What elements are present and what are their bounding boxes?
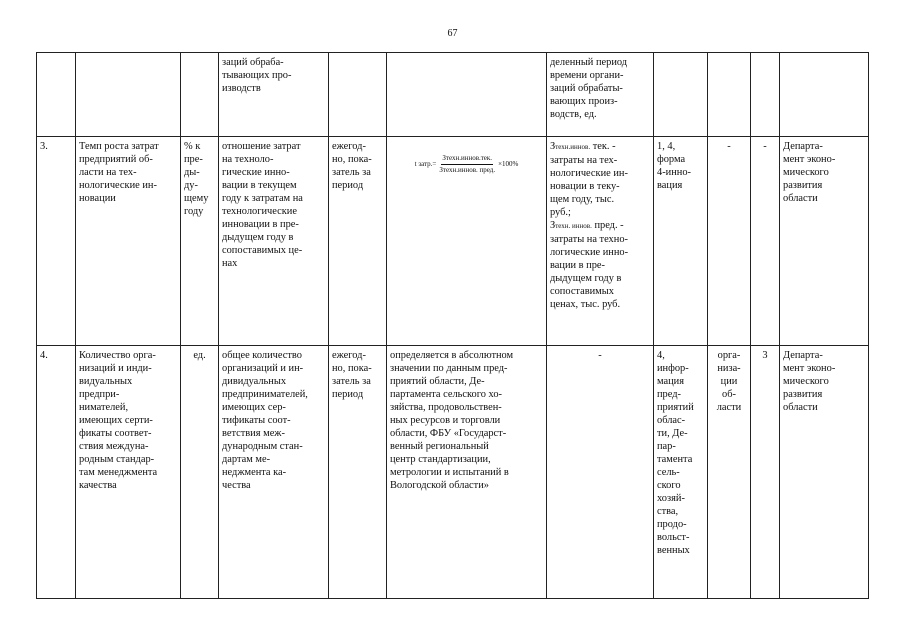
text-line: облас- bbox=[657, 415, 686, 426]
text-line: видуальных bbox=[79, 376, 133, 387]
text-line: вации в пре- bbox=[550, 260, 605, 271]
cell-definition bbox=[219, 53, 329, 137]
text-line: там менеджмента bbox=[79, 467, 158, 478]
text-line: ласти bbox=[716, 402, 742, 413]
text-line: ды- bbox=[184, 167, 200, 178]
text-line: нологические ин- bbox=[550, 168, 628, 179]
text-line: логические инно- bbox=[550, 247, 629, 258]
text-line: области bbox=[783, 402, 818, 413]
text-line: период bbox=[332, 389, 364, 400]
text-line: развития bbox=[783, 180, 823, 191]
text-line: сопоставимых bbox=[550, 286, 614, 297]
text-line: предпри- bbox=[79, 389, 120, 400]
text-line: деленный период bbox=[550, 57, 628, 68]
variable-definition-current bbox=[550, 140, 650, 154]
text-line: вольст- bbox=[657, 532, 690, 543]
text-line: венный региональный bbox=[390, 441, 489, 452]
cell-name bbox=[76, 53, 181, 137]
cell-source bbox=[654, 346, 708, 599]
text-line: развития bbox=[783, 389, 823, 400]
text-line: низаций и инди- bbox=[79, 363, 152, 374]
text-line: отношение затрат bbox=[222, 141, 301, 152]
table-row-continuation bbox=[37, 53, 869, 137]
text-line: венных bbox=[657, 545, 690, 556]
text-line: дыдущем году в bbox=[550, 273, 622, 284]
text-line: инновации в пре- bbox=[222, 219, 299, 230]
text-line: чества bbox=[222, 480, 251, 491]
text-line: Темп роста затрат bbox=[79, 141, 159, 152]
text-line: 1, 4, bbox=[657, 141, 676, 152]
formula-denominator: Зтехн.иннов. пред. bbox=[439, 166, 496, 174]
variable-suffix: пред. - bbox=[591, 220, 624, 231]
cell-col9 bbox=[751, 53, 780, 137]
text-line: изводств bbox=[222, 83, 261, 94]
cell-name bbox=[76, 137, 181, 346]
text-line: предпринимателей, bbox=[222, 389, 308, 400]
text-line: новации в теку- bbox=[550, 181, 620, 192]
text-line: имеющих сер- bbox=[222, 402, 286, 413]
variable-suffix: тек. - bbox=[590, 141, 616, 152]
cell-formula bbox=[387, 346, 547, 599]
text-line: но, пока- bbox=[332, 363, 372, 374]
text-line: период bbox=[332, 180, 364, 191]
cell-col8 bbox=[708, 53, 751, 137]
text-line: мент эконо- bbox=[783, 154, 836, 165]
text-line: фикаты соответ- bbox=[79, 428, 152, 439]
variable-symbol: З bbox=[550, 141, 556, 152]
text-line: тамента bbox=[657, 454, 693, 465]
text-line: нимателей, bbox=[79, 402, 129, 413]
text-line: затель за bbox=[332, 376, 371, 387]
indicators-table bbox=[36, 52, 869, 599]
text-line: вация bbox=[657, 180, 683, 191]
text-line: родным стандар- bbox=[79, 454, 155, 465]
text-line: ции bbox=[720, 376, 738, 387]
cell-responsible bbox=[780, 137, 869, 346]
text-line: приятий области, Де- bbox=[390, 376, 485, 387]
page-number: 67 bbox=[447, 28, 458, 39]
text-line: дивидуальных bbox=[222, 376, 287, 387]
text-line: сель- bbox=[657, 467, 680, 478]
text-line: новации bbox=[79, 193, 116, 204]
text-line: общее количество bbox=[222, 350, 302, 361]
text-line: ствия междуна- bbox=[79, 441, 149, 452]
cell-formula bbox=[387, 53, 547, 137]
text-line: Департа- bbox=[783, 350, 823, 361]
text-line: году к затратам на bbox=[222, 193, 303, 204]
table-row-4 bbox=[37, 346, 869, 599]
cell-num bbox=[37, 53, 76, 137]
cell-col8: - bbox=[708, 137, 751, 346]
cell-responsible bbox=[780, 346, 869, 599]
text-line: заций обрабаты- bbox=[550, 83, 623, 94]
text-line: нологические ин- bbox=[79, 180, 157, 191]
text-line: метрологии и испытаний в bbox=[390, 467, 509, 478]
text-line: ласти на тех- bbox=[79, 167, 137, 178]
text-line: Вологодской области» bbox=[390, 480, 489, 491]
text-line: на техноло- bbox=[222, 154, 274, 165]
text-line: ветствия меж- bbox=[222, 428, 285, 439]
text-line: ежегод- bbox=[332, 141, 366, 152]
text-line: мация bbox=[657, 376, 685, 387]
cell-num: 3. bbox=[37, 137, 76, 346]
text-line: затель за bbox=[332, 167, 371, 178]
cell-col8 bbox=[708, 346, 751, 599]
text-line: партамента сельского хо- bbox=[390, 389, 502, 400]
cell-unit: ед. bbox=[181, 346, 219, 599]
text-line: щем году, тыс. bbox=[550, 194, 615, 205]
text-line: мент эконо- bbox=[783, 363, 836, 374]
text-line: сопоставимых це- bbox=[222, 245, 303, 256]
cell-source bbox=[654, 137, 708, 346]
text-line: щему bbox=[184, 193, 209, 204]
text-line: затраты на тех- bbox=[550, 155, 618, 166]
text-line: руб.; bbox=[550, 207, 571, 218]
cell-definition bbox=[219, 137, 329, 346]
text-line: году bbox=[184, 206, 204, 217]
text-line: мического bbox=[783, 167, 829, 178]
cell-periodicity bbox=[329, 53, 387, 137]
variable-definition-previous bbox=[550, 219, 650, 233]
text-line: ства, bbox=[657, 506, 679, 517]
text-line: предприятий об- bbox=[79, 154, 153, 165]
text-line: форма bbox=[657, 154, 686, 165]
text-line: заций обраба- bbox=[222, 57, 284, 68]
text-line: нах bbox=[222, 258, 238, 269]
formula-numerator: Зтехн.иннов.тек. bbox=[441, 154, 493, 165]
text-line: ти, Де- bbox=[657, 428, 688, 439]
text-line: Департа- bbox=[783, 141, 823, 152]
cell-unit bbox=[181, 53, 219, 137]
cell-source bbox=[654, 53, 708, 137]
variable-symbol: З bbox=[550, 220, 556, 231]
variable-subscript: техн. иннов. bbox=[555, 222, 592, 230]
cell-variables bbox=[547, 53, 654, 137]
cell-variables bbox=[547, 137, 654, 346]
text-line: дыдущем году в bbox=[222, 232, 294, 243]
text-line: центр стандартизации, bbox=[390, 454, 491, 465]
text-line: но, пока- bbox=[332, 154, 372, 165]
text-line: неджмента ка- bbox=[222, 467, 287, 478]
text-line: ского bbox=[657, 480, 681, 491]
text-line: вации в текущем bbox=[222, 180, 297, 191]
cell-definition bbox=[219, 346, 329, 599]
cell-periodicity bbox=[329, 137, 387, 346]
cell-unit bbox=[181, 137, 219, 346]
cell-responsible bbox=[780, 53, 869, 137]
text-line: Количество орга- bbox=[79, 350, 156, 361]
formula-fraction bbox=[438, 154, 496, 175]
text-line: пре- bbox=[184, 154, 203, 165]
text-line: дународным стан- bbox=[222, 441, 303, 452]
cell-periodicity bbox=[329, 346, 387, 599]
formula-multiplier: ×100% bbox=[498, 160, 519, 168]
text-line: имеющих серти- bbox=[79, 415, 153, 426]
text-line: орга- bbox=[717, 350, 741, 361]
text-line: ду- bbox=[184, 180, 198, 191]
text-line: зяйства, продовольствен- bbox=[390, 402, 502, 413]
cell-formula bbox=[387, 137, 547, 346]
text-line: низа- bbox=[717, 363, 741, 374]
text-line: 4, bbox=[657, 350, 665, 361]
formula-lhs: t затр.= bbox=[414, 160, 437, 168]
text-line: об- bbox=[722, 389, 736, 400]
text-line: дартам ме- bbox=[222, 454, 271, 465]
text-line: ежегод- bbox=[332, 350, 366, 361]
text-line: % к bbox=[184, 141, 201, 152]
text-line: технологические bbox=[222, 206, 297, 217]
text-line: определяется в абсолютном bbox=[390, 350, 514, 361]
text-line: ценах, тыс. руб. bbox=[550, 299, 621, 310]
cell-col9: 3 bbox=[751, 346, 780, 599]
text-line: мического bbox=[783, 376, 829, 387]
text-line: качества bbox=[79, 480, 117, 491]
growth-rate-formula bbox=[390, 154, 543, 175]
text-line: тификаты соот- bbox=[222, 415, 291, 426]
text-line: 4-инно- bbox=[657, 167, 691, 178]
cell-name bbox=[76, 346, 181, 599]
text-line: вающих произ- bbox=[550, 96, 618, 107]
text-line: затраты на техно- bbox=[550, 234, 628, 245]
text-line: гические инно- bbox=[222, 167, 290, 178]
text-line: значении по данным пред- bbox=[390, 363, 508, 374]
table-row-3 bbox=[37, 137, 869, 346]
text-line: области, ФБУ «Государст- bbox=[390, 428, 507, 439]
text-line: хозяй- bbox=[657, 493, 685, 504]
text-line: пред- bbox=[657, 389, 681, 400]
cell-variables: - bbox=[547, 346, 654, 599]
cell-col9: - bbox=[751, 137, 780, 346]
text-line: инфор- bbox=[657, 363, 689, 374]
text-line: водств, ед. bbox=[550, 109, 597, 120]
text-line: ных ресурсов и торговли bbox=[390, 415, 501, 426]
variable-subscript: техн.иннов. bbox=[555, 143, 591, 151]
text-line: продо- bbox=[657, 519, 687, 530]
cell-num: 4. bbox=[37, 346, 76, 599]
text-line: пар- bbox=[657, 441, 676, 452]
text-line: приятий bbox=[657, 402, 694, 413]
text-line: тывающих про- bbox=[222, 70, 292, 81]
text-line: области bbox=[783, 193, 818, 204]
text-line: времени органи- bbox=[550, 70, 624, 81]
text-line: организаций и ин- bbox=[222, 363, 304, 374]
